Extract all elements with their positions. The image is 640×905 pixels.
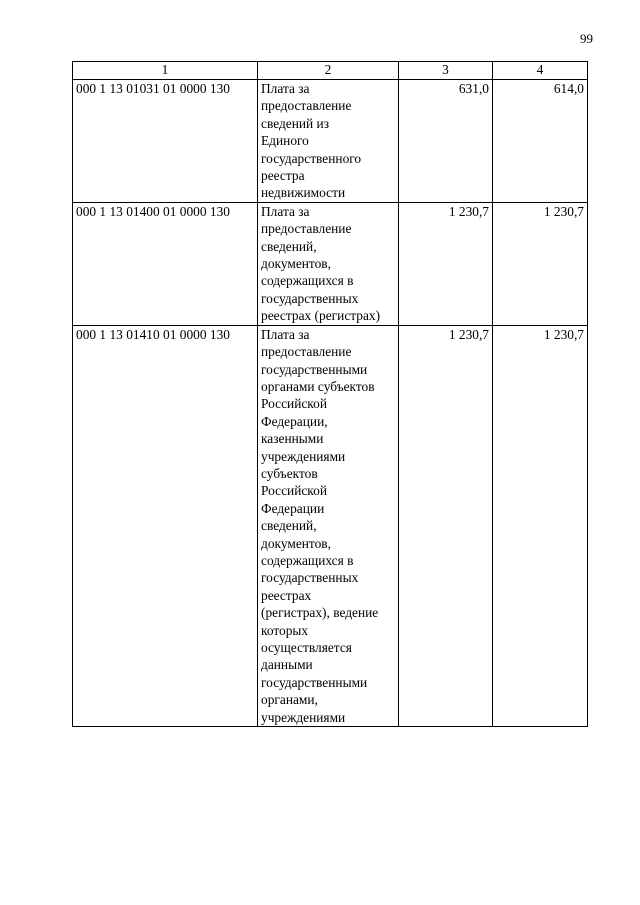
table-row [73,80,588,203]
income-name-line: содержащихся в [261,273,354,289]
table-body [73,80,588,727]
amount-col-3-cell: 1 230,7 [399,202,493,325]
amount-col-4-cell: 1 230,7 [493,325,588,726]
header-col-4: 4 [493,62,588,80]
income-name-line: государственных [261,290,359,306]
income-name-line: предоставление [261,98,352,114]
amount-col-3-cell: 631,0 [399,80,493,203]
income-name-line: предоставление [261,221,352,237]
income-name-line: которых [261,622,309,638]
income-name-line: учреждениями [261,709,346,725]
income-name-line: Федерации [261,500,325,516]
income-name-line: Российской [261,483,327,499]
amount-col-4-cell: 1 230,7 [493,202,588,325]
budget-code-cell: 000 1 13 01031 01 0000 130 [73,80,258,203]
table-header-row [73,62,588,80]
income-name-line: сведений из [261,115,330,131]
budget-code-cell: 000 1 13 01400 01 0000 130 [73,202,258,325]
budget-table [72,61,588,727]
income-name-line: Плата за [261,326,310,342]
income-name-line: осуществляется [261,640,352,655]
income-name-line: государственными [261,674,368,690]
income-name-line: Федерации, [261,413,328,429]
income-name-line: (регистрах), ведение [261,605,379,621]
income-name-line: сведений, [261,238,317,254]
income-name-line: государственными [261,361,368,377]
budget-code-cell: 000 1 13 01410 01 0000 130 [73,325,258,726]
income-name-line: Плата за [261,203,310,219]
income-name-line: органами, [261,692,318,708]
income-name-line: данными [261,657,313,673]
table-row [73,202,588,325]
income-name-line: казенными [261,431,324,447]
income-name-line: предоставление [261,344,352,360]
amount-col-4-cell: 614,0 [493,80,588,203]
income-name-cell [258,325,399,726]
income-name-line: государственного [261,150,362,166]
header-col-2: 2 [258,62,399,80]
income-name-line: Российской [261,396,327,412]
income-name-line: сведений, [261,518,317,534]
income-name-line: учреждениями [261,448,346,464]
income-name-line: реестрах [261,587,312,603]
income-name-line: документов, [261,535,331,551]
table-row [73,325,588,726]
header-col-3: 3 [399,62,493,80]
income-name-line: Единого [261,133,309,149]
income-name-line: документов, [261,256,331,272]
income-name-cell [258,202,399,325]
income-name-line: субъектов [261,465,318,481]
income-name-line: недвижимости [261,185,346,201]
amount-col-3-cell: 1 230,7 [399,325,493,726]
income-name-line: органами субъектов [261,378,375,394]
income-name-line: содержащихся в [261,552,354,568]
header-col-1: 1 [73,62,258,80]
income-name-cell [258,80,399,203]
page-number: 99 [580,31,593,46]
income-name-line: реестрах (регистрах) [261,308,381,324]
income-name-line: Плата за [261,81,310,96]
income-name-line: государственных [261,570,359,586]
income-name-line: реестра [261,168,305,184]
